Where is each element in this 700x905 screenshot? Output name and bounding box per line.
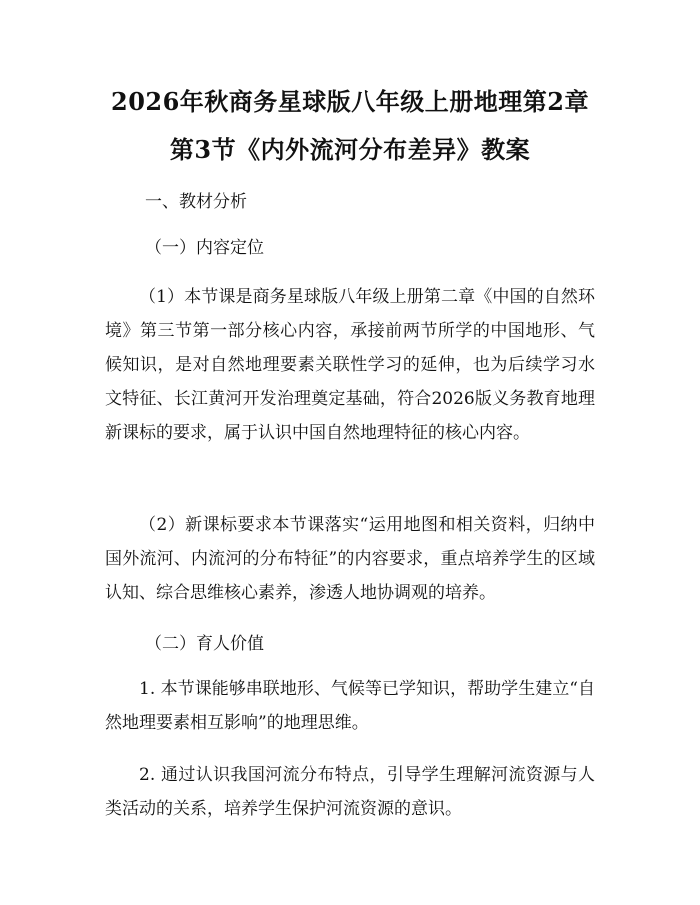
paragraph-educational-value-1: 1. 本节课能够串联地形、气候等已学知识，帮助学生建立“自然地理要素相互影响”的地理思维。: [105, 679, 595, 733]
paragraph-educational-value-2: 2. 通过认识我国河流分布特点，引导学生理解河流资源与人类活动的关系，培养学生保护河流资源的意识。: [105, 765, 595, 819]
paragraph-content-positioning-1: （1）本节课是商务星球版八年级上册第二章《中国的自然环境》第三节第一部分核心内容，承接前两节所学的中国地形、气候知识，是对自然地理要素关联性学习的延伸，也为后续学习水文特征、长江黄河开发治理奠定基础，符合2026版义务教育地理新课标的要求，属于认识中国自然地理特征的核心内容。: [105, 287, 595, 443]
subsection-heading-educational-value: （二）育人价值: [145, 634, 264, 654]
subsection-heading-content-positioning: （一）内容定位: [145, 238, 264, 258]
document-title-line-2: 第3节《内外流河分布差异》教案: [169, 135, 531, 164]
document-title-line-1: 2026年秋商务星球版八年级上册地理第2章: [111, 87, 589, 116]
section-heading-textbook-analysis: 一、教材分析: [145, 192, 247, 212]
paragraph-content-positioning-2: （2）新课标要求本节课落实“运用地图和相关资料，归纳中国外流河、内流河的分布特征”的内容要求，重点培养学生的区域认知、综合思维核心素养，渗透人地协调观的培养。: [105, 515, 595, 603]
